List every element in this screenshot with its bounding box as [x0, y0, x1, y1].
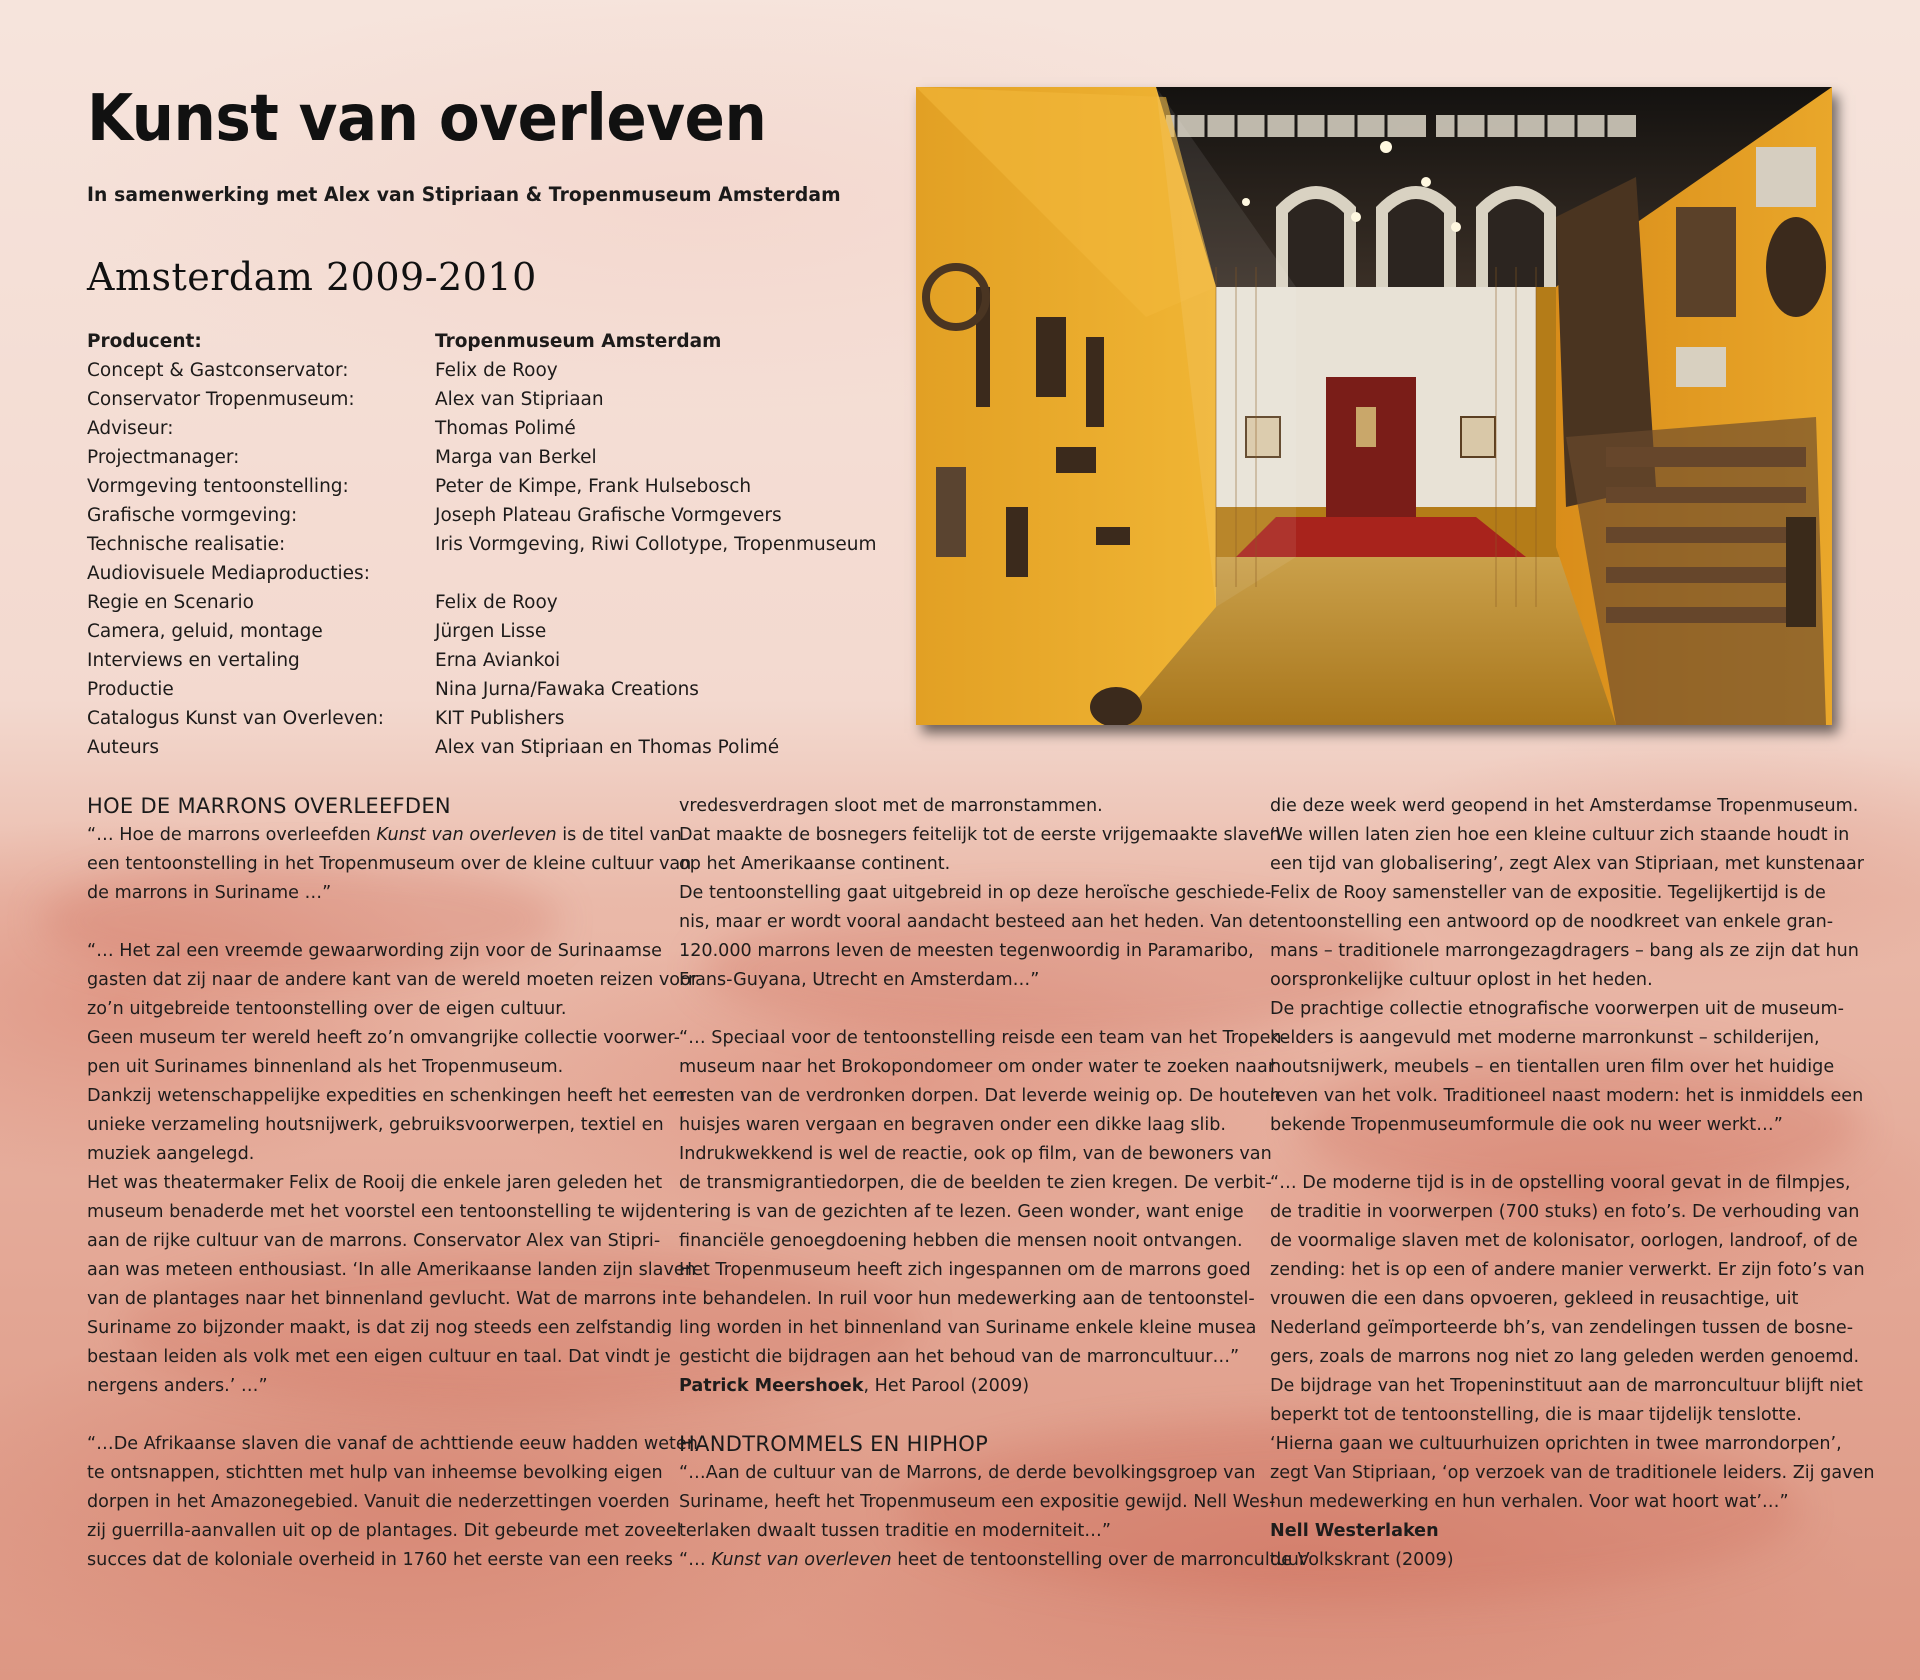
- text-line: Indrukwekkend is wel de reactie, ook op film, van de bewoners van: [679, 1144, 1272, 1164]
- text-fragment: “… Hoe de marrons overleefden: [87, 825, 377, 845]
- text-line: de transmigrantiedorpen, die de beelden te zien kregen. De verbit-: [679, 1173, 1272, 1193]
- text-line: [87, 821, 682, 850]
- text-fragment: is de titel van: [556, 825, 682, 845]
- text-line: bestaan leiden als volk met een eigen cultuur en taal. Dat vindt je: [87, 1347, 671, 1367]
- text-line: een tijd van globalisering’, zegt Alex van Stipriaan, met kunstenaar: [1270, 854, 1864, 874]
- credit-row: [87, 617, 867, 646]
- text-line: die deze week werd geopend in het Amsterdamse Tropenmuseum.: [1270, 796, 1859, 816]
- article-column-2: [679, 792, 1307, 1575]
- text-line: oorspronkelijke cultuur oplost in het heden.: [1270, 970, 1653, 990]
- credit-role: Technische realisatie:: [87, 534, 286, 555]
- byline-source: de Volkskrant (2009): [1270, 1550, 1454, 1570]
- text-line: De bijdrage van het Tropeninstituut aan de marroncultuur blijft niet: [1270, 1376, 1863, 1396]
- text-line: Suriname zo bijzonder maakt, is dat zij nog steeds een zelfstandig: [87, 1318, 673, 1338]
- city-year-heading: Amsterdam 2009-2010: [87, 255, 537, 299]
- credit-role: Concept & Gastconservator:: [87, 360, 349, 381]
- credit-role: Grafische vormgeving:: [87, 505, 298, 526]
- paragraph-gap: [1270, 1140, 1840, 1169]
- paragraph-gap: [679, 995, 1247, 1024]
- page-title: Kunst van overleven: [87, 82, 767, 156]
- text-line: de traditie in voorwerpen (700 stuks) en foto’s. De verhouding van: [1270, 1202, 1860, 1222]
- text-line: “… Speciaal voor de tentoonstelling reisde een team van het Tropen-: [679, 1028, 1288, 1048]
- credit-role: Interviews en vertaling: [87, 650, 300, 671]
- credit-role: Projectmanager:: [87, 447, 240, 468]
- credit-row: [87, 675, 867, 704]
- credit-name: Felix de Rooy: [435, 592, 558, 613]
- text-line: [679, 1546, 1307, 1575]
- credit-row: [87, 704, 867, 733]
- credit-role: Producent:: [87, 331, 202, 352]
- credit-row: [87, 327, 867, 356]
- credit-row: [87, 356, 867, 385]
- section-heading: HOE DE MARRONS OVERLEEFDEN: [87, 794, 451, 818]
- credit-name: KIT Publishers: [435, 708, 565, 729]
- text-line: beperkt tot de tentoonstelling, die is maar tijdelijk tenslotte.: [1270, 1405, 1802, 1425]
- text-line: nergens anders.’ …”: [87, 1376, 268, 1396]
- text-line: Felix de Rooy samensteller van de expositie. Tegelijkertijd is de: [1270, 883, 1826, 903]
- text-line: Nederland geïmporteerde bh’s, van zendelingen tussen de bosne-: [1270, 1318, 1854, 1338]
- credit-name: Nina Jurna/Fawaka Creations: [435, 679, 699, 700]
- text-line: van de plantages naar het binnenland gevlucht. Wat de marrons in: [87, 1289, 678, 1309]
- text-line: Het was theatermaker Felix de Rooij die enkele jaren geleden het: [87, 1173, 663, 1193]
- text-line: zo’n uitgebreide tentoonstelling over de eigen cultuur.: [87, 999, 567, 1019]
- column-2-lines-b: [679, 1459, 1276, 1546]
- credit-row: [87, 646, 867, 675]
- credit-role: Adviseur:: [87, 418, 174, 439]
- text-line: Dat maakte de bosnegers feitelijk tot de eerste vrijgemaakte slaven: [679, 825, 1281, 845]
- text-line: gesticht die bijdragen aan het behoud van de marroncultuur…”: [679, 1347, 1240, 1367]
- text-line: zending: het is op een of andere manier verwerkt. Er zijn foto’s van: [1270, 1260, 1865, 1280]
- text-line: ling worden in het binnenland van Suriname enkele kleine musea: [679, 1318, 1257, 1338]
- text-line: kelders is aangevuld met moderne marronkunst – schilderijen,: [1270, 1028, 1820, 1048]
- text-line: een tentoonstelling in het Tropenmuseum over de kleine cultuur van: [87, 854, 692, 874]
- text-line: De prachtige collectie etnografische voorwerpen uit de museum-: [1270, 999, 1844, 1019]
- paragraph-gap: [87, 1401, 655, 1430]
- text-line: vredesverdragen sloot met de marronstammen.: [679, 796, 1103, 816]
- byline-source: , Het Parool (2009): [863, 1376, 1030, 1396]
- text-line: tentoonstelling een antwoord op de noodkreet van enkele gran-: [1270, 912, 1834, 932]
- text-line: “…Aan de cultuur van de Marrons, de derde bevolkingsgroep van: [679, 1463, 1256, 1483]
- text-line: pen uit Surinames binnenland als het Tropenmuseum.: [87, 1057, 564, 1077]
- credit-name: Felix de Rooy: [435, 360, 558, 381]
- credit-row: [87, 588, 867, 617]
- text-line: terlaken dwaalt tussen traditie en moderniteit…”: [679, 1521, 1112, 1541]
- credit-row: [87, 472, 867, 501]
- article-column-3: [1270, 792, 1875, 1575]
- credit-role: Catalogus Kunst van Overleven:: [87, 708, 384, 729]
- text-line: aan de rijke cultuur van de marrons. Conservator Alex van Stipri-: [87, 1231, 661, 1251]
- text-line: “… De moderne tijd is in de opstelling vooral gevat in de filmpjes,: [1270, 1173, 1851, 1193]
- text-line: tering is van de gezichten af te lezen. Geen wonder, want enige: [679, 1202, 1244, 1222]
- text-line: houtsnijwerk, meubels – en tientallen uren film over het huidige: [1270, 1057, 1835, 1077]
- text-line: te behandelen. In ruil voor hun medewerking aan de tentoonstel-: [679, 1289, 1255, 1309]
- text-line: de voormalige slaven met de kolonisator, oorlogen, landroof, of de: [1270, 1231, 1858, 1251]
- text-line: gers, zoals de marrons nog niet zo lang geleden werden genoemd.: [1270, 1347, 1860, 1367]
- text-line: succes dat de koloniale overheid in 1760 het eerste van een reeks: [87, 1550, 673, 1570]
- text-line: aan was meteen enthousiast. ‘In alle Amerikaanse landen zijn slaven: [87, 1260, 696, 1280]
- text-line: bekende Tropenmuseumformule die ook nu weer werkt…”: [1270, 1115, 1783, 1135]
- text-line: zij guerrilla-aanvallen uit op de plantages. Dit gebeurde met zoveel: [87, 1521, 682, 1541]
- byline-author: Nell Westerlaken: [1270, 1521, 1439, 1541]
- credit-name: Thomas Polimé: [435, 418, 576, 439]
- column-3-lines: [1270, 792, 1875, 1517]
- italic-title: Kunst van overleven: [711, 1550, 892, 1570]
- text-line: unieke verzameling houtsnijwerk, gebruiksvoorwerpen, textiel en: [87, 1115, 664, 1135]
- paragraph-gap: [679, 1401, 1247, 1430]
- text-line: ‘Hierna gaan we cultuurhuizen oprichten in twee marrondorpen’,: [1270, 1434, 1842, 1454]
- text-fragment: “…: [679, 1550, 712, 1570]
- exhibition-photo: [916, 87, 1832, 725]
- credit-name: Alex van Stipriaan: [435, 389, 604, 410]
- byline-author: Patrick Meershoek: [679, 1376, 864, 1396]
- credit-role: Regie en Scenario: [87, 592, 254, 613]
- credit-name: Peter de Kimpe, Frank Hulsebosch: [435, 476, 752, 497]
- credit-name: Iris Vormgeving, Riwi Collotype, Tropenmuseum: [435, 534, 877, 555]
- text-line: leven van het volk. Traditioneel naast modern: het is inmiddels een: [1270, 1086, 1864, 1106]
- credit-name: Marga van Berkel: [435, 447, 597, 468]
- credit-name: Jürgen Lisse: [435, 621, 547, 642]
- text-line: museum naar het Brokopondomeer om onder water te zoeken naar: [679, 1057, 1275, 1077]
- text-line: resten van de verdronken dorpen. Dat leverde weinig op. De houten: [679, 1086, 1281, 1106]
- text-line: Suriname, heeft het Tropenmuseum een expositie gewijd. Nell Wes-: [679, 1492, 1276, 1512]
- credit-name: Alex van Stipriaan en Thomas Polimé: [435, 737, 780, 758]
- credit-role: Vormgeving tentoonstelling:: [87, 476, 349, 497]
- credit-role: Auteurs: [87, 737, 159, 758]
- credit-role: Productie: [87, 679, 174, 700]
- credit-row: [87, 559, 867, 588]
- italic-title: Kunst van overleven: [376, 825, 557, 845]
- text-line: Dankzij wetenschappelijke expedities en schenkingen heeft het een: [87, 1086, 686, 1106]
- text-line: museum benaderde met het voorstel een tentoonstelling te wijden: [87, 1202, 678, 1222]
- text-line: zegt Van Stipriaan, ‘op verzoek van de traditionele leiders. Zij gaven: [1270, 1463, 1875, 1483]
- credit-role: Conservator Tropenmuseum:: [87, 389, 355, 410]
- text-line: muziek aangelegd.: [87, 1144, 255, 1164]
- text-line: financiële genoegdoening hebben die mensen nooit ontvangen.: [679, 1231, 1243, 1251]
- section-heading: HANDTROMMELS EN HIPHOP: [679, 1432, 989, 1456]
- byline: [679, 1372, 1247, 1401]
- text-line: nis, maar er wordt vooral aandacht besteed aan het heden. Van de: [679, 912, 1271, 932]
- exhibition-photo-illustration: [916, 87, 1832, 725]
- credit-role: Camera, geluid, montage: [87, 621, 323, 642]
- text-line: gasten dat zij naar de andere kant van de wereld moeten reizen voor: [87, 970, 699, 990]
- credit-name: Erna Aviankoi: [435, 650, 561, 671]
- text-line: dorpen in het Amazonegebied. Vanuit die nederzettingen voerden: [87, 1492, 670, 1512]
- text-line: De tentoonstelling gaat uitgebreid in op deze heroïsche geschiede-: [679, 883, 1272, 903]
- text-line: “… Het zal een vreemde gewaarwording zijn voor de Surinaamse: [87, 941, 662, 961]
- text-line: huisjes waren vergaan en begraven onder een dikke laag slib.: [679, 1115, 1227, 1135]
- credit-name: Joseph Plateau Grafische Vormgevers: [435, 505, 782, 526]
- text-line: hun medewerking en hun verhalen. Voor wat hoort wat’…”: [1270, 1492, 1789, 1512]
- credit-row: [87, 733, 867, 762]
- text-line: te ontsnappen, stichtten met hulp van inheemse bevolking eigen: [87, 1463, 663, 1483]
- credit-row: [87, 530, 877, 559]
- text-line: mans – traditionele marrongezagdragers – bang als ze zijn dat hun: [1270, 941, 1859, 961]
- credit-row: [87, 385, 867, 414]
- credit-row: [87, 414, 867, 443]
- text-line: Frans-Guyana, Utrecht en Amsterdam…”: [679, 970, 1040, 990]
- credits-list: [87, 327, 877, 762]
- text-line: “…De Afrikaanse slaven die vanaf de achttiende eeuw hadden weten: [87, 1434, 698, 1454]
- column-2-lines: [679, 792, 1288, 1372]
- credit-name: Tropenmuseum Amsterdam: [435, 331, 722, 352]
- credit-role: Audiovisuele Mediaproducties:: [87, 563, 370, 584]
- text-line: 120.000 marrons leven de meesten tegenwoordig in Paramaribo,: [679, 941, 1254, 961]
- text-fragment: heet de tentoonstelling over de marroncultuur: [891, 1550, 1307, 1570]
- column-1-lines: [87, 850, 699, 1575]
- article-column-1: [87, 792, 699, 1575]
- text-line: ‘We willen laten zien hoe een kleine cultuur zich staande houdt in: [1270, 825, 1850, 845]
- credit-row: [87, 501, 867, 530]
- text-line: Geen museum ter wereld heeft zo’n omvangrijke collectie voorwer-: [87, 1028, 680, 1048]
- page-subtitle: In samenwerking met Alex van Stipriaan & Tropenmuseum Amsterdam: [87, 183, 841, 206]
- text-line: vrouwen die een dans opvoeren, gekleed in reusachtige, uit: [1270, 1289, 1799, 1309]
- text-line: Het Tropenmuseum heeft zich ingespannen om de marrons goed: [679, 1260, 1251, 1280]
- credit-row: [87, 443, 867, 472]
- text-line: de marrons in Suriname …”: [87, 883, 332, 903]
- paragraph-gap: [87, 908, 655, 937]
- text-line: op het Amerikaanse continent.: [679, 854, 951, 874]
